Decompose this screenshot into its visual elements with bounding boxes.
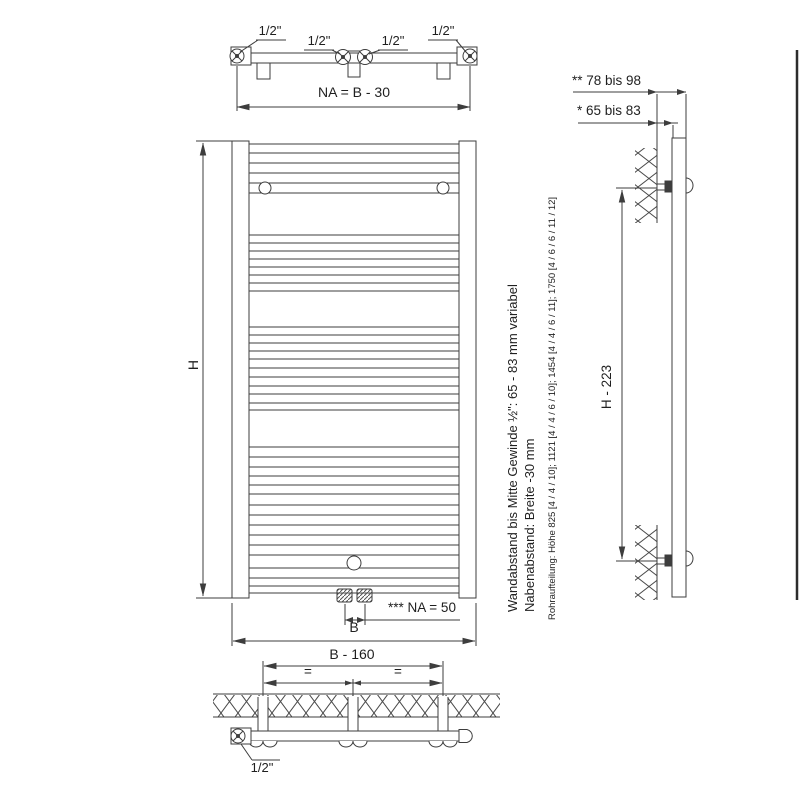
mount-plug xyxy=(259,182,271,194)
bottom-view xyxy=(213,661,500,760)
valve-connection xyxy=(357,589,372,602)
side-view xyxy=(573,50,797,600)
wall-hatch xyxy=(635,525,657,600)
wall-distance-footnote xyxy=(504,232,538,612)
pipe-layout-footnote: Rohraufteilung: Höhe 825 [4 / 4 / 10]; 1121 [4 / 4 / 6 / 10]; 1454 [4 / 4 / 6 / 11]; 1750 [4 / 6 / 6 / 11 / 12] xyxy=(547,196,558,620)
width-dimension-label: B xyxy=(349,619,359,635)
wall-bracket xyxy=(257,63,270,79)
top-connection-size-label-1: 1/2" xyxy=(258,23,282,38)
equal-spacing-mark-left: = xyxy=(304,664,312,679)
valve-connection xyxy=(337,589,352,602)
front-view xyxy=(196,141,476,646)
height-dimension-label: H xyxy=(185,359,201,371)
footnote-hub-line: Nabenabstand: Breite -30 mm xyxy=(522,438,537,612)
bracket-distance-label: B - 160 xyxy=(329,646,375,662)
right-collector-tube xyxy=(459,141,476,598)
top-connection-size-label-2: 1/2" xyxy=(307,33,331,48)
wall-to-thread-distance-label: * 65 bis 83 xyxy=(577,103,641,118)
top-view-hub-distance-label: NA = B - 30 xyxy=(318,84,390,100)
radiator-side-profile xyxy=(672,138,686,597)
wall-bracket xyxy=(437,63,450,79)
radiator-rungs xyxy=(249,144,459,593)
wall-hatch xyxy=(635,148,657,223)
left-collector-tube xyxy=(232,141,249,598)
bottom-connection-size-label: 1/2" xyxy=(250,760,274,775)
valve-spacing-label: *** NA = 50 xyxy=(388,600,456,615)
equal-spacing-mark-right: = xyxy=(394,664,402,679)
top-connection-size-label-3: 1/2" xyxy=(381,33,405,48)
mount-plug xyxy=(437,182,449,194)
top-connection-size-label-4: 1/2" xyxy=(431,23,455,38)
wall-to-front-distance-label: ** 78 bis 98 xyxy=(572,73,642,88)
vent-plug xyxy=(347,556,361,570)
footnote-wall-line: Wandabstand bis Mitte Gewinde ½": 65 - 83 mm variabel xyxy=(505,284,520,612)
bracket-span-label: H - 223 xyxy=(599,364,614,410)
